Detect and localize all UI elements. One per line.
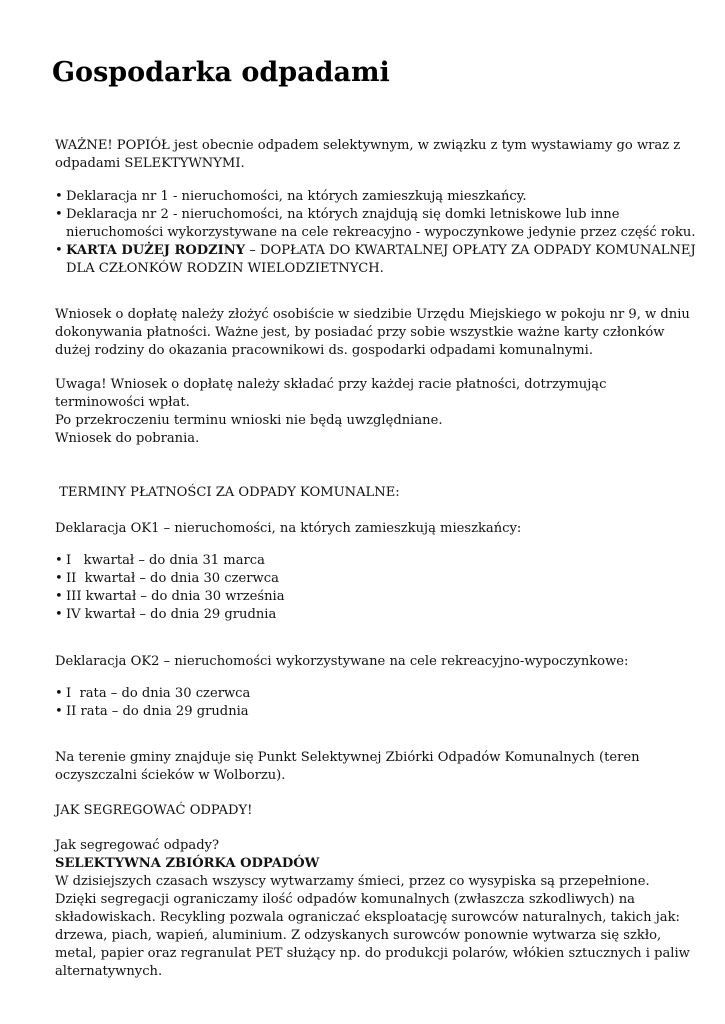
list-item: • II rata – do dnia 29 grudnia — [55, 703, 705, 721]
list-item: • II kwartał – do dnia 30 czerwca — [55, 570, 705, 588]
ash-notice: WAŻNE! POPIÓŁ jest obecnie odpadem selektywnym, w związku z tym wystawiamy go wraz z odpadami SELEKTYWNYMI. — [55, 138, 681, 171]
family-card-title: KARTA DUŻEJ RODZINY — [66, 243, 246, 258]
pszok-info: Na terenie gminy znajduje się Punkt Selektywnej Zbiórki Odpadów Komunalnych (teren oczyszczalni ścieków w Wolborzu). — [55, 750, 640, 783]
list-item: • KARTA DUŻEJ RODZINY – DOPŁATA DO KWARTALNEJ OPŁATY ZA ODPADY KOMUNALNEJ DLA CZŁONKÓW RODZIN WIELODZIETNYCH. — [55, 242, 705, 278]
payment-heading: TERMINY PŁATNOŚCI ZA ODPADY KOMUNALNE: — [55, 485, 400, 500]
warning-block: Uwaga! Wniosek o dopłatę należy składać przy każdej racie płatności, dotrzymując terminowości wpłat. Po przekroczeniu terminu wnioski nie będą uwzględniane. Wniosek do pobrania. — [55, 376, 690, 448]
ok2-deadlines-list — [55, 685, 705, 721]
selective-text: W dzisiejszych czasach wszyscy wytwarzamy śmieci, przez co wysypiska są przepełnione. Dzięki segregacji ograniczamy ilość odpadów komunalnych (zwłaszcza szkodliwych) na składowiskach. Recykling pozwala ograniczać eksploatację surowców naturalnych, takich jak: drzewa, piach, wapień, aluminium. Z odzyskanych surowców ponownie wytwarza się szkło, metal, papier oraz regranulat PET służący np. do produkcji polarów, włókien sztucznych i paliw alternatywnych. — [55, 874, 690, 979]
list-item: • I kwartał – do dnia 31 marca — [55, 552, 705, 570]
selective-section: Jak segregować odpady? SELEKTYWNA ZBIÓRKA ODPADÓW W dzisiejszych czasach wszyscy wytwarzamy śmieci, przez co wysypiska są przepełnione. Dzięki segregacji ograniczamy ilość odpadów komunalnych (zwłaszcza szkodliwych) na składowiskach. Recykling pozwala ograniczać eksploatację surowców naturalnych, takich jak: drzewa, piach, wapień, aluminium. Z odzyskanych surowców ponownie wytwarza się szkło, metal, papier oraz regranulat PET służący np. do produkcji polarów, włókien sztucznych i paliw alternatywnych. — [55, 838, 690, 979]
page-title: Gospodarka odpadami — [52, 57, 390, 88]
declarations-list — [55, 188, 705, 278]
ok1-deadlines-list — [55, 552, 705, 624]
list-item: • I rata – do dnia 30 czerwca — [55, 685, 705, 703]
list-item: • Deklaracja nr 1 - nieruchomości, na których zamieszkują mieszkańcy. — [55, 188, 705, 206]
list-item: • III kwartał – do dnia 30 września — [55, 588, 705, 606]
ok1-intro: Deklaracja OK1 – nieruchomości, na których zamieszkują mieszkańcy: — [55, 521, 522, 536]
segregation-heading: JAK SEGREGOWAĆ ODPADY! — [55, 803, 253, 818]
application-info: Wniosek o dopłatę należy złożyć osobiście w siedzibie Urzędu Miejskiego w pokoju nr 9, w dniu dokonywania płatności. Ważne jest, by posiadać przy sobie wszystkie ważne karty członków dużej rodziny do okazania pracownikowi ds. gospodarki odpadami komunalnymi. — [55, 307, 690, 358]
download-link[interactable]: Wniosek do pobrania. — [55, 431, 200, 446]
list-item: • Deklaracja nr 2 - nieruchomości, na których znajdują się domki letniskowe lub inne nieruchomości wykorzystywane na cele rekreacyjno - wypoczynkowe jedynie przez część roku. — [55, 206, 705, 242]
list-item: • IV kwartał – do dnia 29 grudnia — [55, 606, 705, 624]
ok2-intro: Deklaracja OK2 – nieruchomości wykorzystywane na cele rekreacyjno-wypoczynkowe: — [55, 654, 629, 669]
selective-heading: SELEKTYWNA ZBIÓRKA ODPADÓW — [55, 856, 320, 871]
